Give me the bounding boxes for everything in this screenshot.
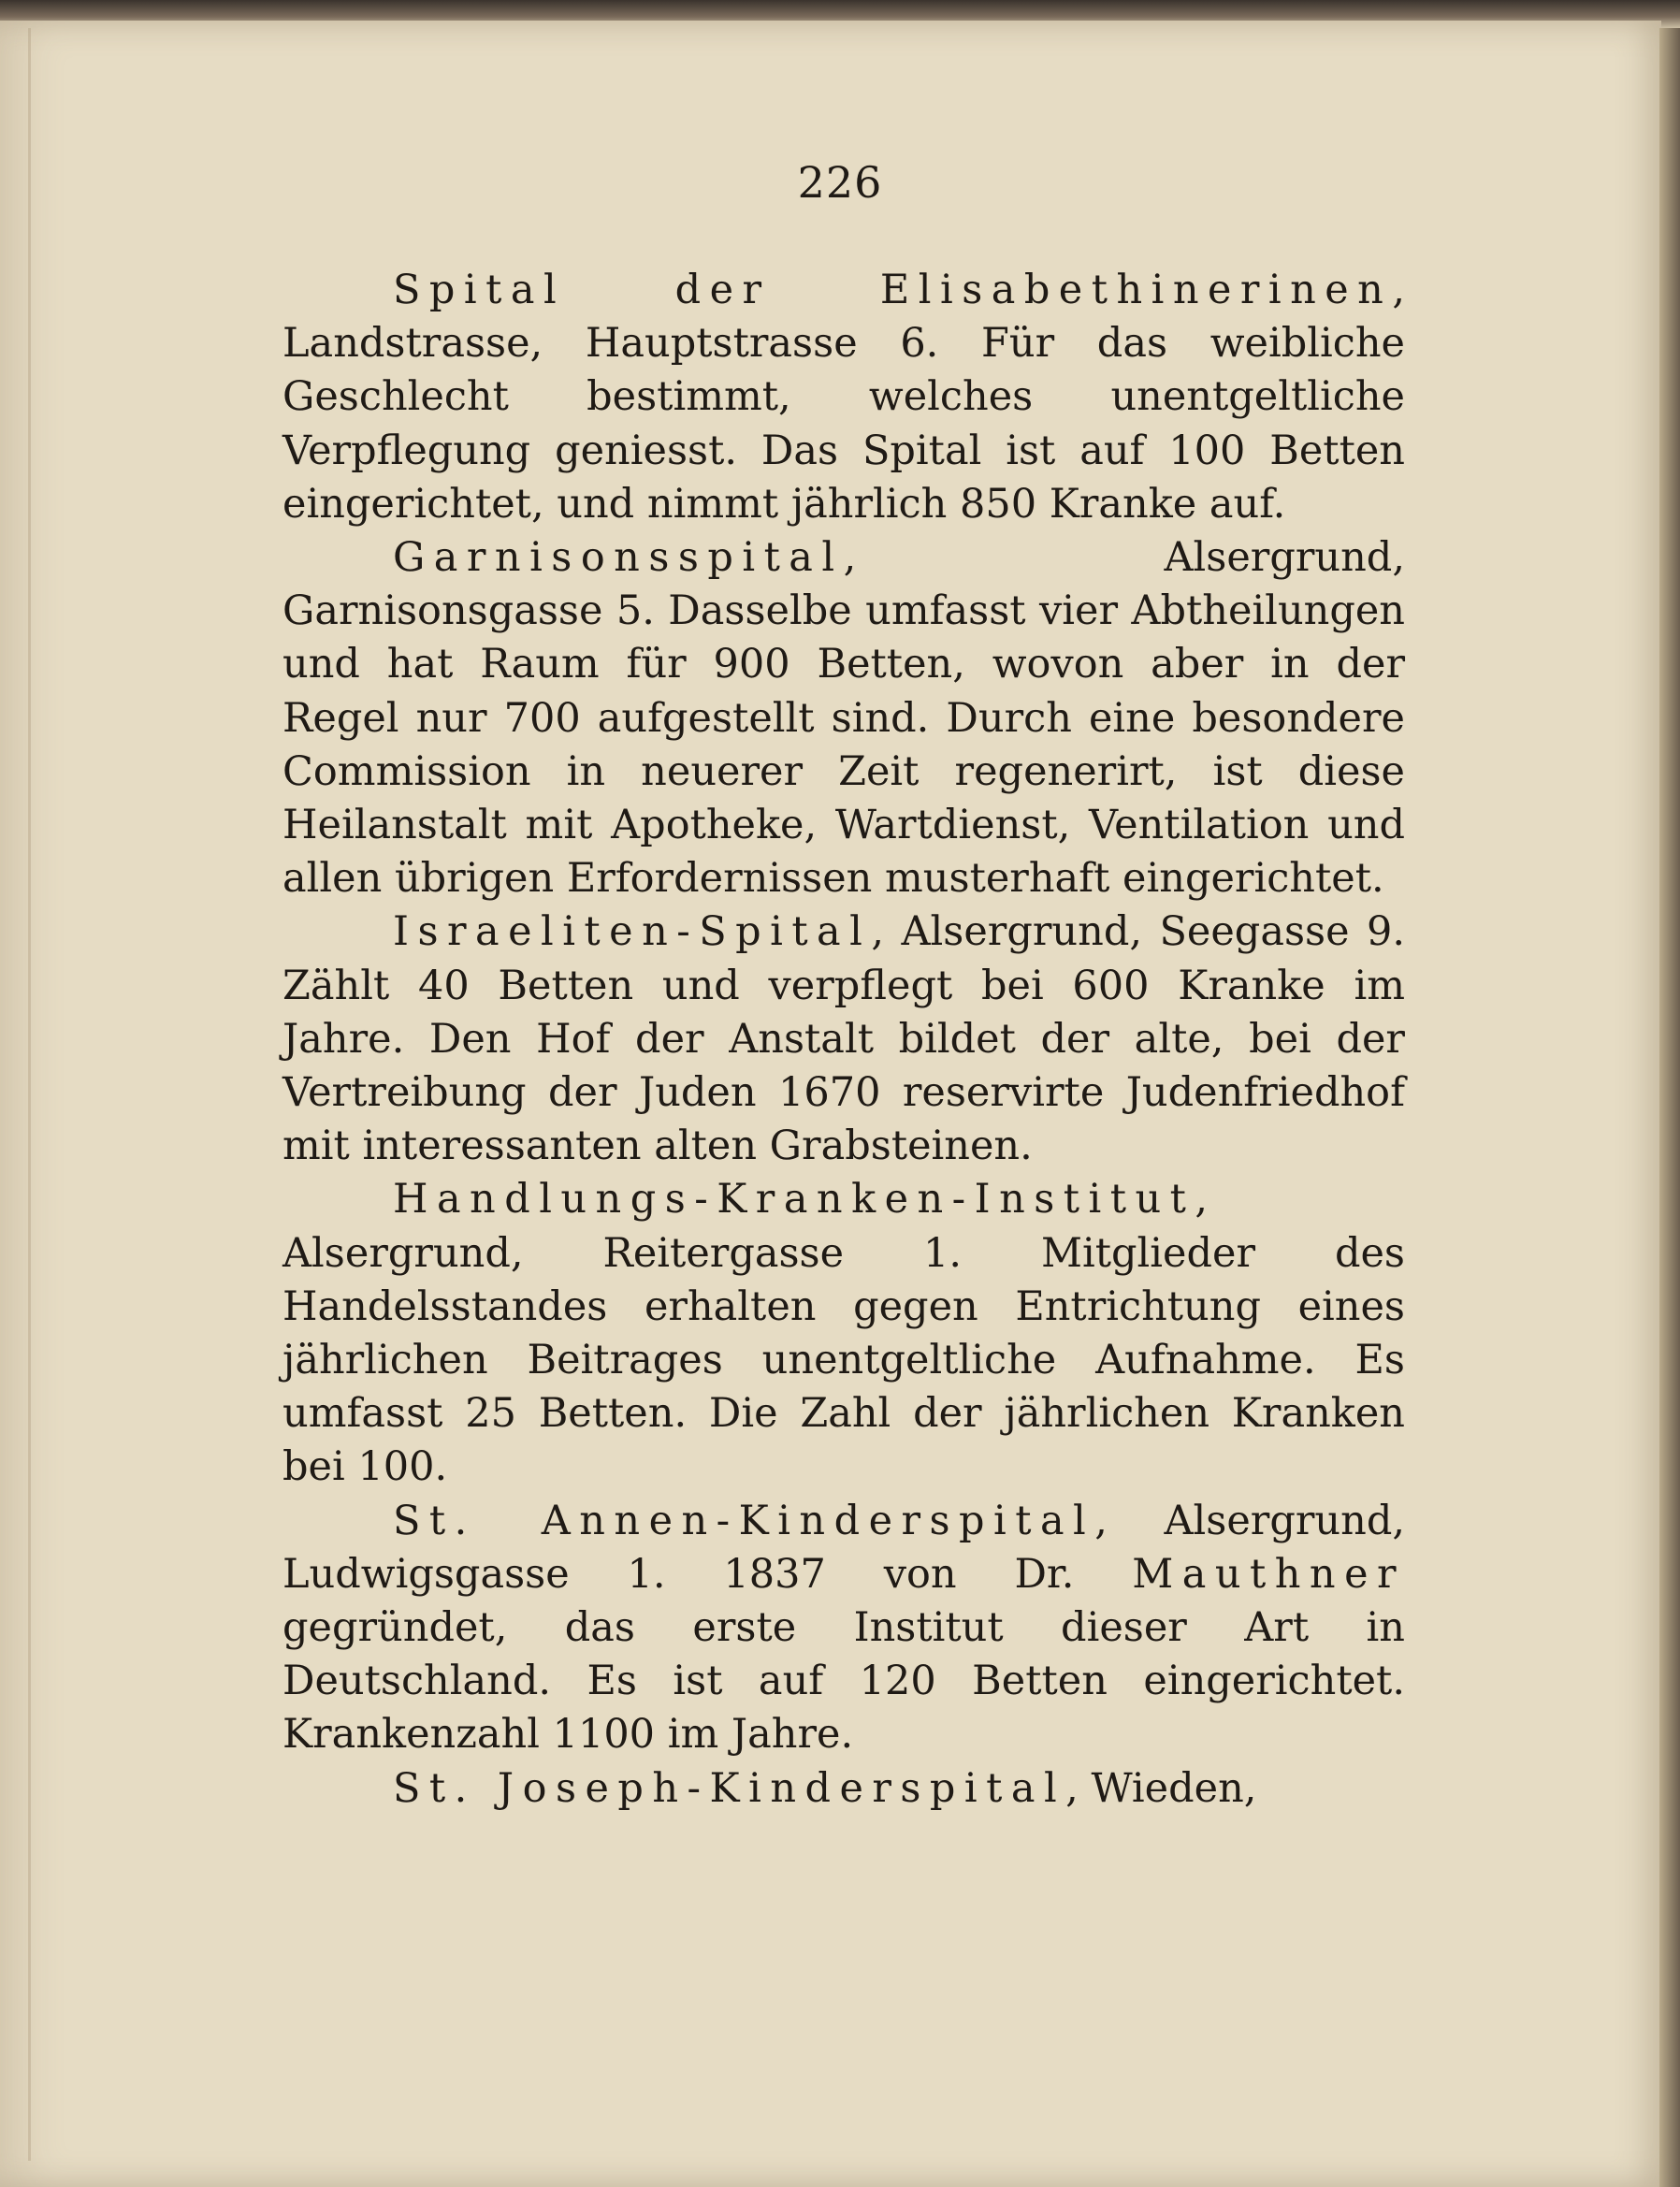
entry-title: Garnisonsspital [393,534,844,582]
entry-handlungs-kranken-institut [282,1173,1405,1494]
entry-israeliten-spital [282,905,1405,1173]
entry-title: Spital der Elisabethinerinen [393,267,1393,313]
entry-body: , Landstrasse, Hauptstrasse 6. Für das weibliche Geschlecht bestimmt, welches unentgeltliche Verpflegung geniesst. Das Spital ist auf 100 Betten eingerichtet, und nimmt jährlich 850 Kranke auf. [282,267,1405,528]
entry-title: Israeliten-Spital [393,908,872,956]
entry-garnisonsspital [282,531,1405,905]
page-number: 226 [797,157,883,208]
entry-body: , Alsergrund, Ludwigsgasse 1. 1837 von Dr. [282,1497,1406,1598]
entry-title: Handlungs-Kranken-Institut [393,1176,1195,1224]
entry-st-annen-kinderspital [282,1495,1405,1762]
entry-title: St. Joseph-Kinderspital [393,1764,1066,1812]
entry-st-joseph-kinderspital [282,1762,1405,1816]
page-margin-rule [28,28,31,2161]
entry-body: gegründet, das erste Institut dieser Art in Deutschland. Es ist auf 120 Betten eingerichtet. Krankenzahl 1100 im Jahre. [282,1604,1405,1759]
entry-body: , Alsergrund, Reitergasse 1. Mitglieder des Handelsstandes erhalten gegen Entrichtung eines jährlichen Beitrages unentgeltliche Aufnahme. Es umfasst 25 Betten. Die Zahl der jährlichen Kranken bei 100. [282,1176,1405,1491]
page-text [282,264,1405,1816]
entry-person: Mauthner [1132,1550,1405,1598]
entry-body: , Wieden, [1065,1764,1257,1812]
entry-body: , Alsergrund, Seegasse 9. Zählt 40 Betten und verpflegt bei 600 Kranke im Jahre. Den Hof der Anstalt bildet der alte, bei der Vertreibung der Juden 1670 reservirte Judenfriedhof mit interessanten alten Grabsteinen. [282,908,1405,1170]
entry-body: , Alsergrund, Garnisonsgasse 5. Dasselbe umfasst vier Abtheilungen und hat Raum für 900 Betten, wovon aber in der Regel nur 700 aufgestellt sind. Durch eine besondere Commission in neuerer Zeit regenerirt, ist diese Heilanstalt mit Apotheke, Wartdienst, Ventilation und allen übrigen Erfordernissen musterhaft eingerichtet. [282,534,1405,903]
entry-elisabethinerinen [282,264,1405,531]
entry-title: St. Annen-Kinderspital [393,1497,1095,1544]
book-right-edge [1659,28,1680,2187]
